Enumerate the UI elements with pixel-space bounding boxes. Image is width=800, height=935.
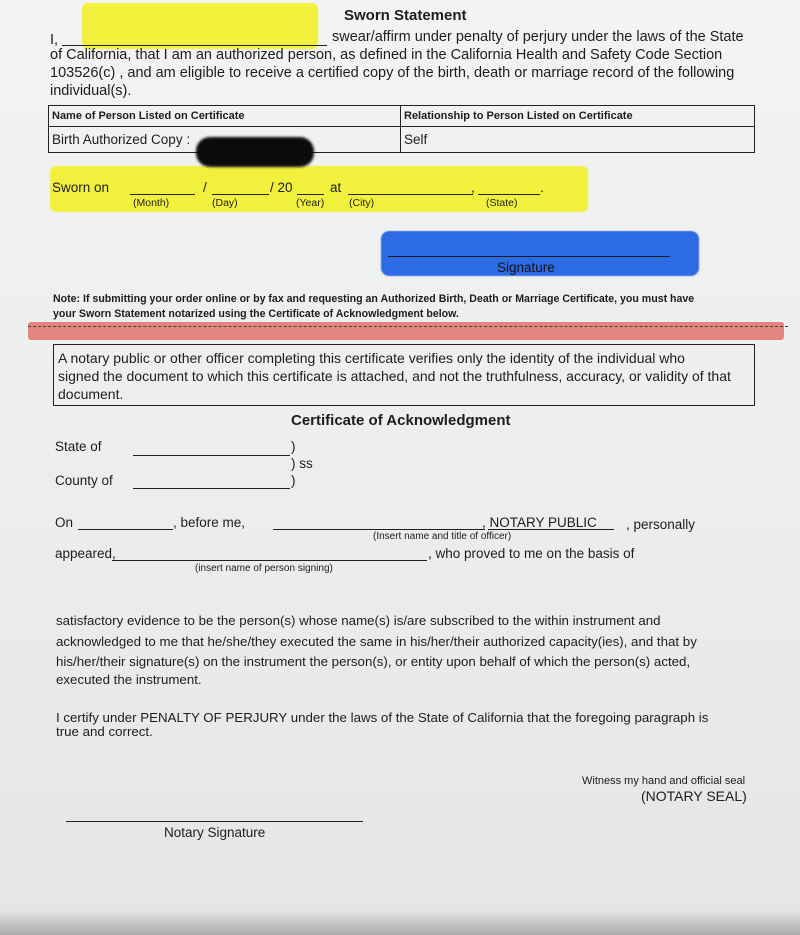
cut-line [28,326,788,327]
date-blank [78,529,173,530]
table-header-name-cell [49,106,401,127]
witness-text: Witness my hand and official seal [582,775,746,787]
appeared-label: appeared, [55,546,116,561]
notary-public-underline [488,529,614,530]
city-blank [348,194,473,195]
table-header-relationship-cell [401,106,754,127]
table-value-relationship: Self [404,132,428,147]
notary-signature-line [66,821,363,822]
comma-mark: , [471,180,475,195]
paren-2: ) [291,473,296,488]
personally-text: , personally [626,517,696,532]
note-line-1: Note: If submitting your order online or by fax and requesting an Authorized Birth, Death or Marriage Certificate, you must have [53,293,695,305]
slash-1: / [203,180,207,195]
disclaimer-line-1: A notary public or other officer completing this certificate verifies only the identity of the individual who [58,350,685,366]
paren-1: ) [291,439,296,454]
statement-line-1: swear/affirm under penalty of perjury under the laws of the State [332,29,744,45]
separator-highlight [28,322,784,340]
state-blank [478,194,540,195]
sworn-statement-title: Sworn Statement [344,7,467,24]
statement-line-2: of California, that I am an authorized person, as defined in the California Health and Safety Code Section [50,47,723,63]
table-header-relationship: Relationship to Person Listed on Certificate [404,110,633,122]
note-line-2: your Sworn Statement notarized using the Certificate of Acknowledgment below. [53,308,459,320]
para1-line-1: satisfactory evidence to be the person(s) whose name(s) is/are subscribed to the within instrument and [56,613,661,628]
disclaimer-line-2: signed the document to which this certificate is attached, and not the truthfulness, accuracy, or validity of that [58,368,731,384]
table-value-name: Birth Authorized Copy : [52,132,191,147]
before-me-text: , before me, [173,515,246,530]
state-label: (State) [486,197,518,209]
table-value-relationship-cell [401,127,754,152]
statement-line-4: individual(s). [50,83,132,99]
sworn-on-label: Sworn on [52,180,110,195]
notary-public-text: , NOTARY PUBLIC [482,515,597,530]
insert-signer-label: (insert name of person signing) [195,563,333,574]
signature-line [388,256,670,257]
on-label: On [55,515,74,530]
certificate-title: Certificate of Acknowledgment [291,412,511,429]
signer-blank [112,560,427,561]
insert-officer-label: (Insert name and title of officer) [373,531,512,542]
slash-2: / 20 [270,180,293,195]
signature-label: Signature [497,260,555,275]
disclaimer-line-3: document. [58,386,124,402]
state-of-label: State of [55,439,102,454]
state-of-blank [133,455,290,456]
table-header-name: Name of Person Listed on Certificate [52,110,245,122]
certificate-table [48,105,755,153]
photo-edge-shadow [0,910,800,935]
officer-blank [273,529,485,530]
statement-line-3: 103526(c) , and am eligible to receive a certified copy of the birth, death or marriage record of the following [50,65,735,81]
notary-disclaimer-box [53,344,755,406]
at-label: at [330,180,342,195]
month-label: (Month) [133,197,170,209]
county-of-label: County of [55,473,113,488]
para1-line-2: acknowledged to me that he/she/they executed the same in his/her/their authorized capacity(ies), and that by [56,634,697,649]
redaction-mark [196,137,314,167]
month-blank [130,194,195,195]
ss-mark: ) ss [291,456,313,471]
notary-seal-text: (NOTARY SEAL) [641,788,747,804]
city-label: (City) [349,197,375,209]
pronoun-text: I, [50,32,59,48]
para1-line-4: executed the instrument. [56,672,202,687]
period-mark: . [540,180,544,195]
para2-line-1: I certify under PENALTY OF PERJURY under the laws of the State of California that the foregoing paragraph is [56,710,709,725]
day-blank [212,194,269,195]
para1-line-3: his/her/their signature(s) on the instrument the person(s), or entity upon behalf of which the person(s) acted, [56,654,691,669]
year-label: (Year) [296,197,325,209]
para2-line-2: true and correct. [56,724,153,739]
name-highlight [82,3,318,49]
year-blank [297,194,324,195]
notary-signature-label: Notary Signature [164,825,266,840]
day-label: (Day) [212,197,238,209]
who-proved-text: , who proved to me on the basis of [428,546,635,561]
county-of-blank [133,488,290,489]
